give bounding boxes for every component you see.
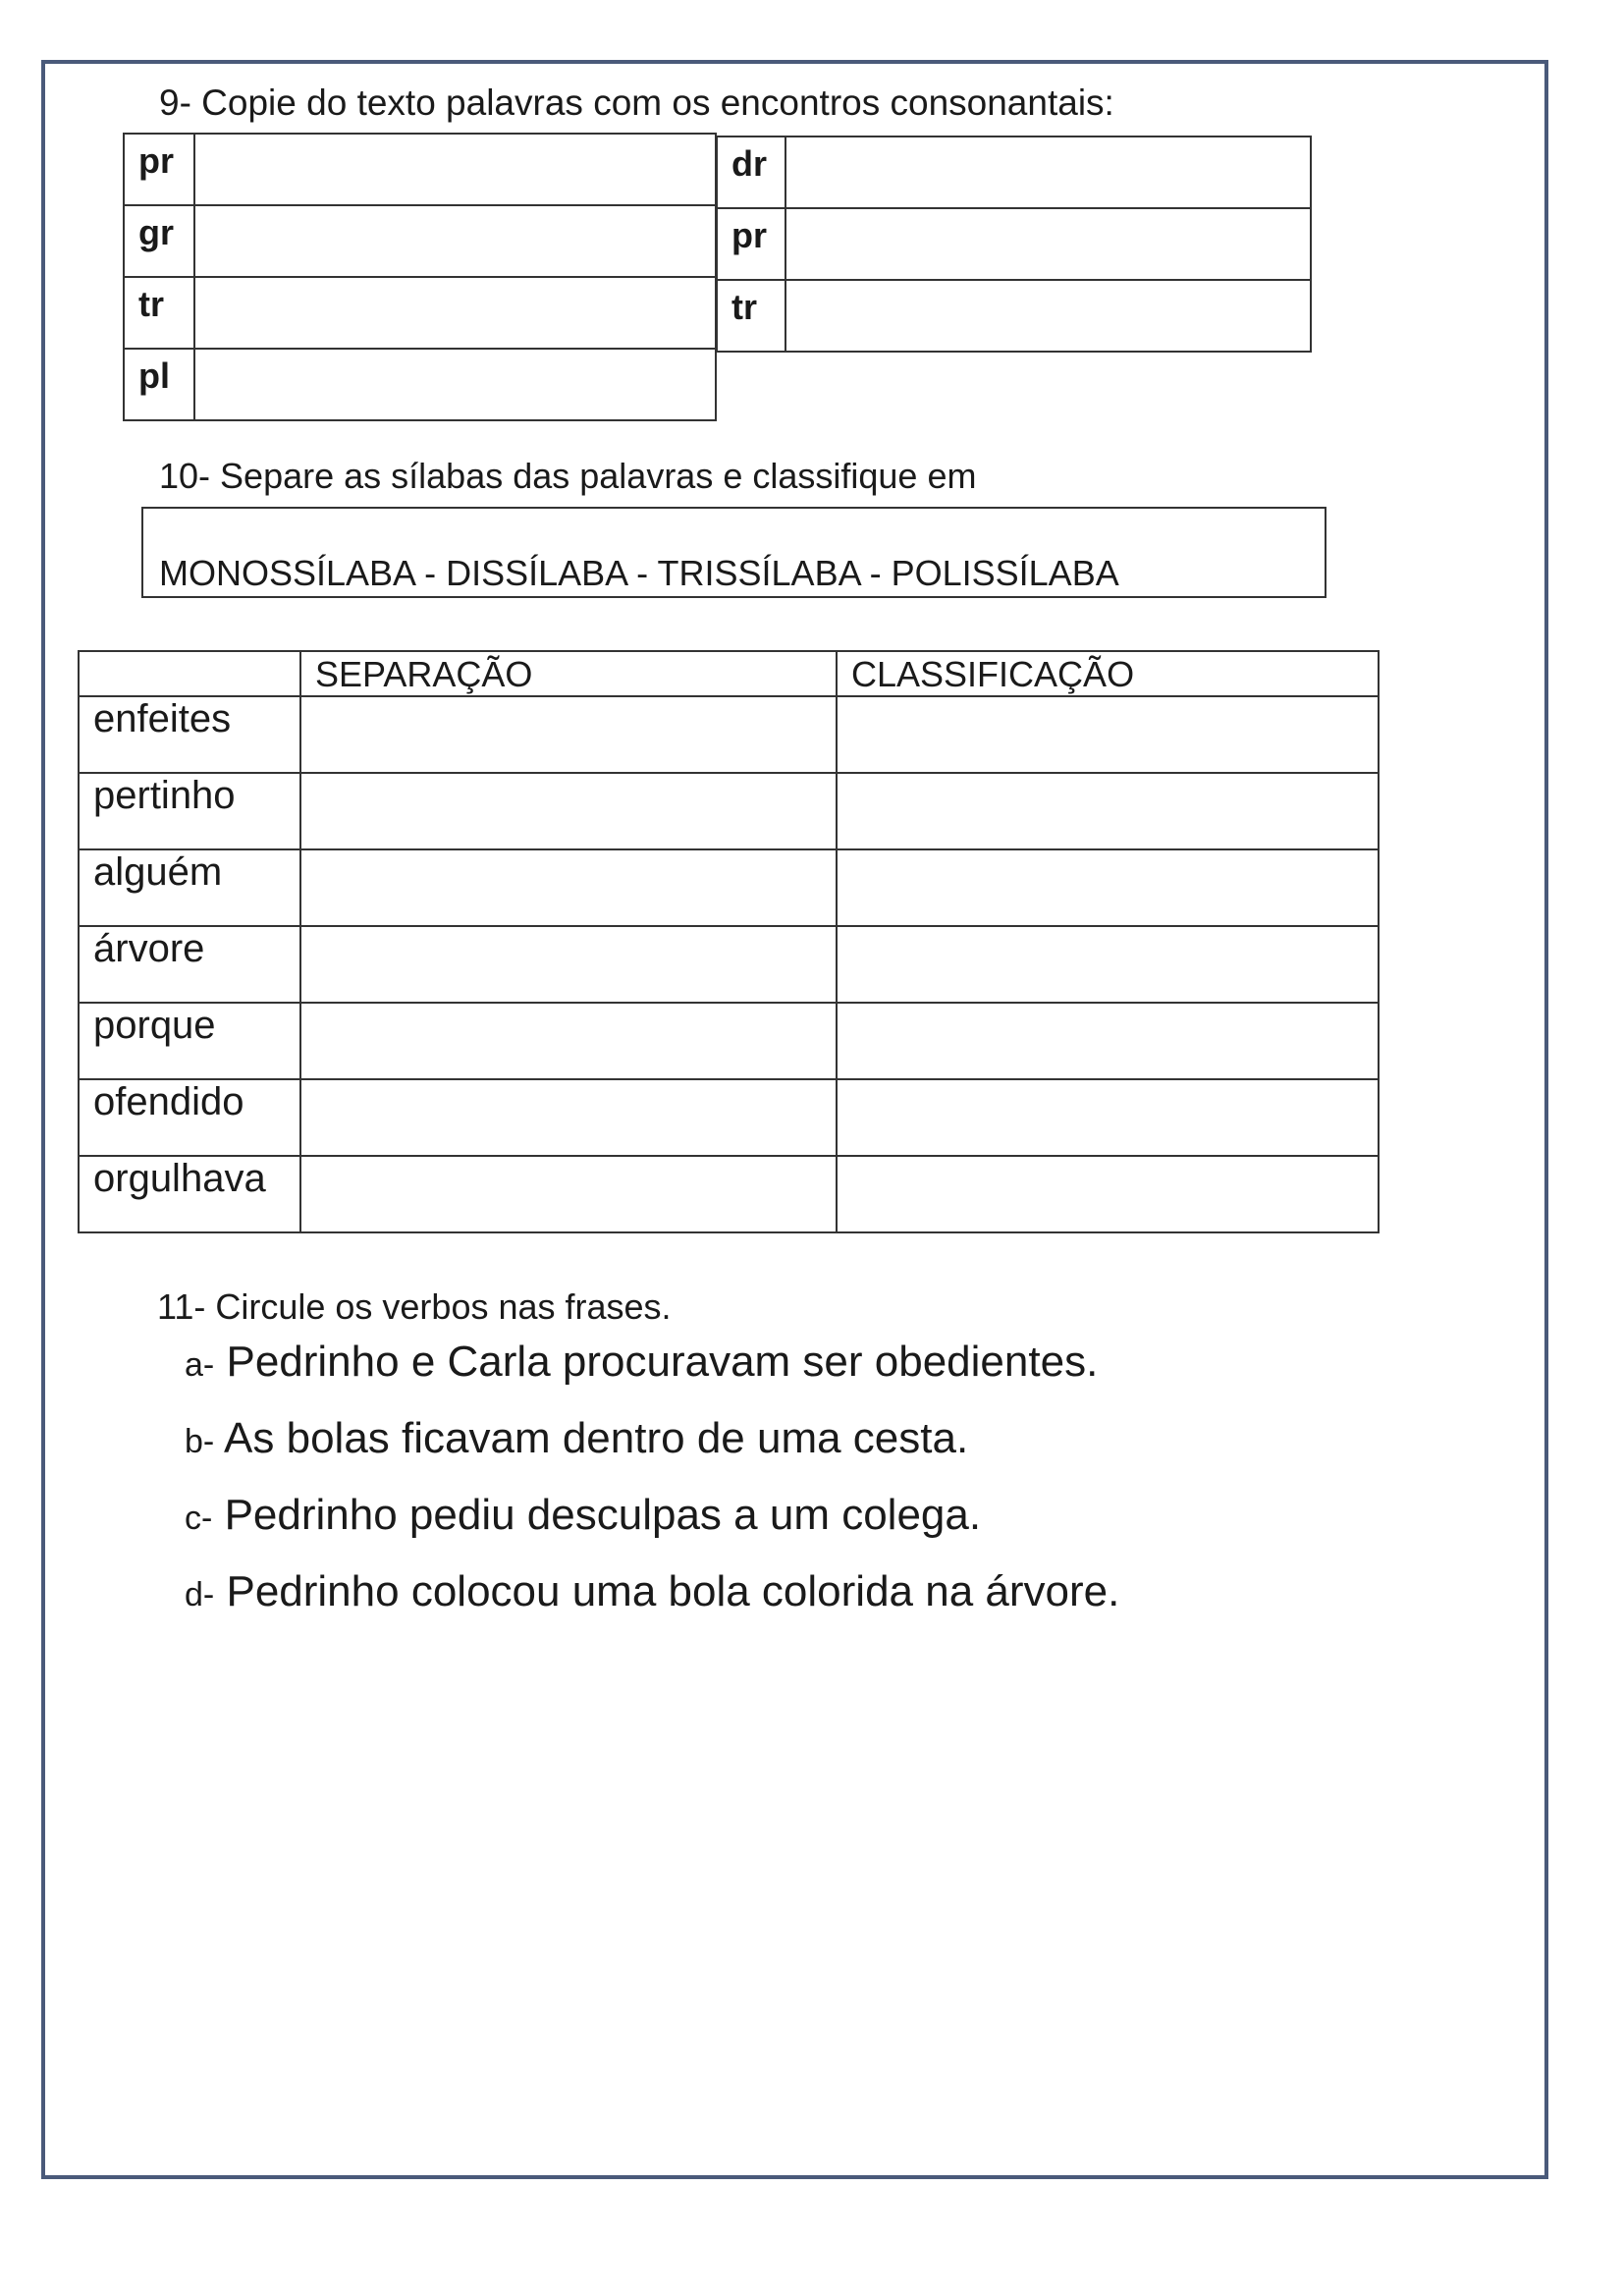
q9-label: gr bbox=[124, 205, 194, 277]
separation-cell[interactable] bbox=[300, 1156, 837, 1232]
sentence-a bbox=[185, 1338, 1098, 1387]
q9-answer-cell[interactable] bbox=[785, 137, 1311, 208]
q9-answer-cell[interactable] bbox=[785, 208, 1311, 280]
word-cell: alguém bbox=[79, 849, 300, 926]
separation-cell[interactable] bbox=[300, 849, 837, 926]
q9-left-table bbox=[123, 133, 717, 421]
sentence-d bbox=[185, 1567, 1119, 1616]
sentence-text: Pedrinho e Carla procuravam ser obedientes. bbox=[226, 1338, 1099, 1386]
separation-cell[interactable] bbox=[300, 696, 837, 773]
separation-cell[interactable] bbox=[300, 773, 837, 849]
table-row bbox=[79, 696, 1379, 773]
sentence-letter: b- bbox=[185, 1423, 215, 1460]
table-row bbox=[124, 349, 716, 420]
word-cell: pertinho bbox=[79, 773, 300, 849]
separation-cell[interactable] bbox=[300, 1003, 837, 1079]
sentence-c bbox=[185, 1491, 981, 1540]
q9-label: pr bbox=[717, 208, 785, 280]
table-row bbox=[79, 1003, 1379, 1079]
q9-label: dr bbox=[717, 137, 785, 208]
table-row bbox=[124, 277, 716, 349]
header-classificacao: CLASSIFICAÇÃO bbox=[837, 651, 1379, 696]
word-cell: enfeites bbox=[79, 696, 300, 773]
table-row bbox=[79, 1079, 1379, 1156]
question-10-title: 10- Separe as sílabas das palavras e classifique em bbox=[159, 456, 977, 496]
classification-cell[interactable] bbox=[837, 696, 1379, 773]
q9-answer-cell[interactable] bbox=[194, 349, 716, 420]
question-11-title: 11- Circule os verbos nas frases. bbox=[157, 1286, 672, 1327]
q9-answer-cell[interactable] bbox=[194, 205, 716, 277]
classification-cell[interactable] bbox=[837, 773, 1379, 849]
sentence-letter: d- bbox=[185, 1576, 215, 1613]
q9-label: pr bbox=[124, 134, 194, 205]
classification-cell[interactable] bbox=[837, 849, 1379, 926]
classification-cell[interactable] bbox=[837, 1079, 1379, 1156]
table-row bbox=[79, 926, 1379, 1003]
table-row bbox=[717, 137, 1311, 208]
header-separacao: SEPARAÇÃO bbox=[300, 651, 837, 696]
sentence-text: Pedrinho pediu desculpas a um colega. bbox=[224, 1491, 982, 1539]
q9-answer-cell[interactable] bbox=[194, 277, 716, 349]
word-cell: porque bbox=[79, 1003, 300, 1079]
table-header-row bbox=[79, 651, 1379, 696]
separation-cell[interactable] bbox=[300, 1079, 837, 1156]
sentence-letter: c- bbox=[185, 1500, 213, 1537]
table-row bbox=[79, 849, 1379, 926]
table-row bbox=[717, 208, 1311, 280]
classification-cell[interactable] bbox=[837, 1156, 1379, 1232]
sentence-b bbox=[185, 1414, 968, 1463]
sentence-text: As bolas ficavam dentro de uma cesta. bbox=[224, 1414, 969, 1462]
table-row bbox=[717, 280, 1311, 352]
word-cell: orgulhava bbox=[79, 1156, 300, 1232]
word-cell: ofendido bbox=[79, 1079, 300, 1156]
q9-answer-cell[interactable] bbox=[785, 280, 1311, 352]
sentence-letter: a- bbox=[185, 1346, 215, 1384]
q9-answer-cell[interactable] bbox=[194, 134, 716, 205]
table-row bbox=[79, 773, 1379, 849]
classification-box bbox=[141, 507, 1326, 598]
classification-cell[interactable] bbox=[837, 926, 1379, 1003]
header-empty-cell bbox=[79, 651, 300, 696]
word-cell: árvore bbox=[79, 926, 300, 1003]
classification-cell[interactable] bbox=[837, 1003, 1379, 1079]
sentence-text: Pedrinho colocou uma bola colorida na árvore. bbox=[226, 1567, 1120, 1615]
table-row bbox=[124, 205, 716, 277]
q9-label: tr bbox=[124, 277, 194, 349]
table-row bbox=[79, 1156, 1379, 1232]
q9-label: pl bbox=[124, 349, 194, 420]
q9-right-table bbox=[716, 136, 1312, 353]
question-9-title: 9- Copie do texto palavras com os encontros consonantais: bbox=[159, 82, 1114, 123]
q9-label: tr bbox=[717, 280, 785, 352]
classification-options: MONOSSÍLABA - DISSÍLABA - TRISSÍLABA - POLISSÍLABA bbox=[159, 553, 1119, 593]
separation-cell[interactable] bbox=[300, 926, 837, 1003]
syllable-table bbox=[78, 650, 1380, 1233]
table-row bbox=[124, 134, 716, 205]
